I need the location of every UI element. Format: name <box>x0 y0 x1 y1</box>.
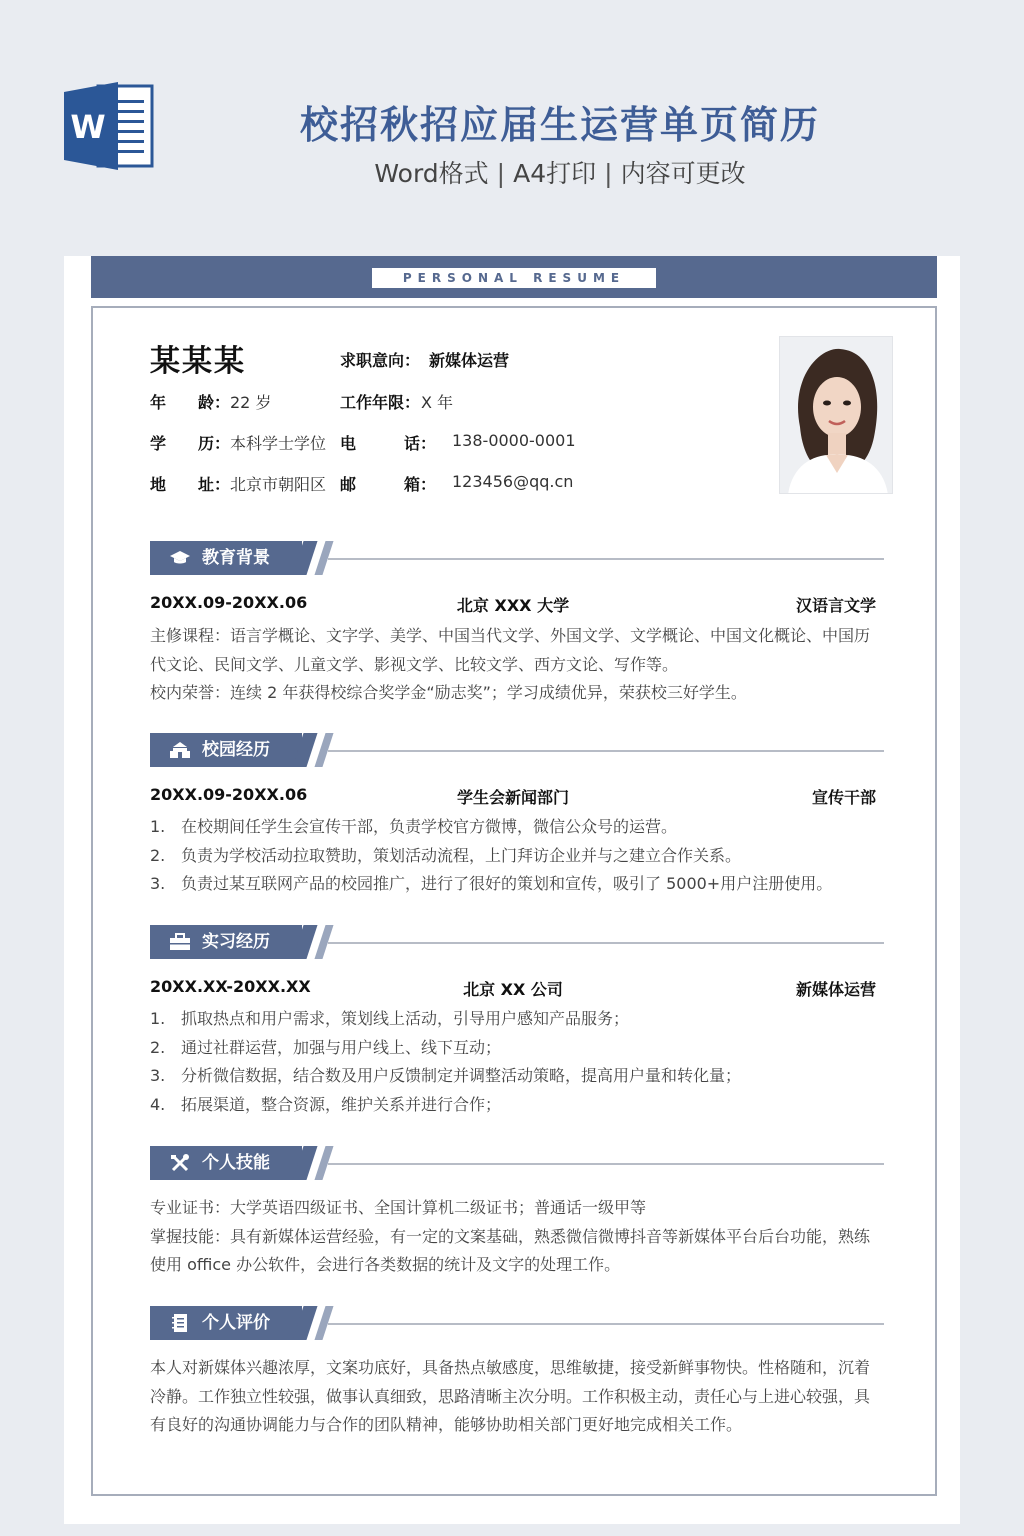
section-title-internship: 实习经历 <box>202 932 270 952</box>
internship-role: 新媒体运营 <box>795 980 876 999</box>
campus-org: 学生会新闻部门 <box>456 788 569 807</box>
email-label: 邮 箱： <box>340 475 437 494</box>
section-tab-campus <box>150 733 302 767</box>
address-label: 地 址： <box>150 475 231 494</box>
section-divider <box>328 942 884 944</box>
intent-label: 求职意向： <box>340 351 421 370</box>
section-divider <box>328 1163 884 1165</box>
tools-icon <box>170 1154 190 1172</box>
campus-entry-header <box>150 785 876 809</box>
subtitle-editable: 内容可更改 <box>620 159 746 188</box>
intent-value: 新媒体运营 <box>429 351 510 370</box>
campus-date: 20XX.09-20XX.06 <box>150 785 308 804</box>
list-item: 1. 在校期间任学生会宣传干部，负责学校官方微博，微信公众号的运营。 <box>150 817 678 836</box>
list-item: 3. 分析微信数据，结合数及用户反馈制定并调整活动策略，提高用户量和转化量； <box>150 1066 742 1085</box>
internship-entry-header <box>150 977 876 1001</box>
internship-list <box>150 1005 880 1119</box>
education-major: 汉语言文学 <box>795 596 876 615</box>
subtitle-separator: | <box>604 159 613 188</box>
list-item: 4. 拓展渠道，整合资源，维护关系并进行合作； <box>150 1094 502 1114</box>
campus-role: 宣传干部 <box>811 788 876 807</box>
briefcase-icon <box>170 933 190 951</box>
subtitle-format: Word格式 <box>374 159 489 188</box>
word-icon-letter: W <box>70 108 106 146</box>
skills-abilities: 掌握技能：具有新媒体运营经验，有一定的文案基础，熟悉微信微博抖音等新媒体平台后台功能，熟练使用 office 办公软件，会进行各类数据的统计及文字的处理工作。 <box>150 1226 871 1274</box>
school-building-icon <box>170 741 190 759</box>
section-divider <box>328 1323 884 1325</box>
page-title: 校招秋招应届生运营单页简历 <box>299 103 820 147</box>
section-tab-internship <box>150 925 302 959</box>
section-header-campus <box>150 733 884 769</box>
internship-company: 北京 XX 公司 <box>463 980 563 999</box>
years-value: X 年 <box>421 393 454 412</box>
age-value: 22 岁 <box>230 393 272 412</box>
address-value: 北京市朝阳区 <box>230 475 327 494</box>
section-tab-evaluation <box>150 1306 302 1340</box>
graduation-cap-icon <box>170 549 190 567</box>
age-label: 年 龄： <box>150 393 231 412</box>
education-date: 20XX.09-20XX.06 <box>150 593 308 612</box>
section-header-evaluation <box>150 1306 884 1342</box>
education-value: 本科学士学位 <box>230 434 327 453</box>
section-title-evaluation: 个人评价 <box>202 1313 270 1333</box>
evaluation-text: 本人对新媒体兴趣浓厚，文案功底好，具备热点敏感度，思维敏捷，接受新鲜事物快。性格随和，沉着冷静。工作独立性较强，做事认真细致，思路清晰主次分明。工作积极主动，责任心与上进心较强，具有良好的沟通协调能力与合作的团队精神，能够协助相关部门更好地完成相关工作。 <box>150 1358 871 1434</box>
education-entry-header <box>150 593 876 617</box>
campus-list <box>150 813 880 899</box>
section-title-campus: 校园经历 <box>202 740 270 760</box>
section-header-education <box>150 541 884 577</box>
phone-value: 138-0000-0001 <box>452 431 576 450</box>
education-school: 北京 XXX 大学 <box>456 596 570 615</box>
list-item: 3. 负责过某互联网产品的校园推广，进行了很好的策划和宣传，吸引了 5000+用户注册使用。 <box>150 874 833 893</box>
candidate-name: 某某某 <box>150 344 246 379</box>
internship-date: 20XX.XX-20XX.XX <box>150 977 311 996</box>
word-document-icon <box>64 80 156 172</box>
section-header-internship <box>150 925 884 961</box>
phone-label: 电 话： <box>340 434 437 453</box>
skills-certificates: 专业证书：大学英语四级证书、全国计算机二级证书；普通话一级甲等 <box>150 1198 647 1217</box>
page-subtitle <box>230 154 890 190</box>
education-label: 学 历： <box>150 434 231 453</box>
email-value: 123456@qq.cn <box>452 472 574 491</box>
section-tab-skills <box>150 1146 302 1180</box>
section-header-skills <box>150 1146 884 1182</box>
section-title-education: 教育背景 <box>202 548 270 568</box>
section-divider <box>328 558 884 560</box>
personal-resume-banner: PERSONAL RESUME <box>372 268 656 288</box>
notebook-icon <box>170 1314 190 1332</box>
section-tab-education <box>150 541 302 575</box>
education-courses: 主修课程：语言学概论、文字学、美学、中国当代文学、外国文学、文学概论、中国文化概论、中国历代文论、民间文学、儿童文学、影视文学、比较文学、西方文论、写作等。 <box>150 626 871 674</box>
profile-photo <box>779 336 893 494</box>
education-details <box>150 622 880 708</box>
section-divider <box>328 750 884 752</box>
section-title-skills: 个人技能 <box>202 1153 270 1173</box>
list-item: 2. 通过社群运营，加强与用户线上、线下互动； <box>150 1037 502 1057</box>
subtitle-separator: | <box>496 159 506 188</box>
list-item: 2. 负责为学校活动拉取赞助，策划活动流程，上门拜访企业并与之建立合作关系。 <box>150 845 742 865</box>
education-honors: 校内荣誉：连续 2 年获得校综合奖学金“励志奖”；学习成绩优异，荣获校三好学生。 <box>150 683 747 702</box>
subtitle-print: A4打印 <box>513 159 597 188</box>
years-label: 工作年限： <box>340 393 421 412</box>
skills-details <box>150 1194 880 1280</box>
list-item: 1. 抓取热点和用户需求，策划线上活动，引导用户感知产品服务； <box>150 1009 630 1028</box>
resume-paper <box>64 256 960 1524</box>
